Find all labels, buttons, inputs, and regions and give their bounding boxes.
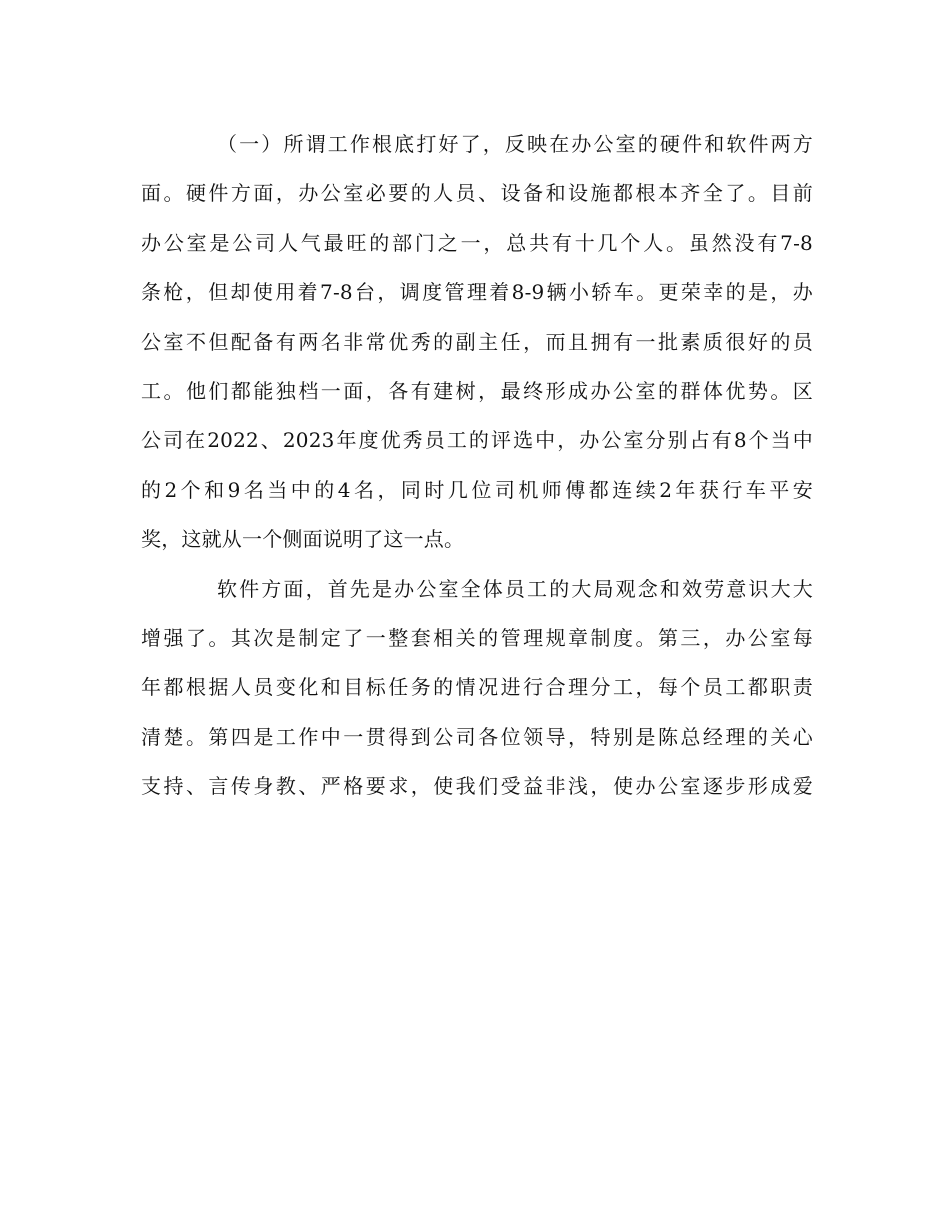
paragraph-1-line-3: 办公室是公司人气最旺的部门之一，总共有十几个人。虽然没有7-8 — [141, 230, 813, 255]
paragraph-1-line-7: 公司在2022、2023年度优秀员工的评选中，办公室分别占有8个当中 — [141, 428, 813, 453]
paragraph-1-line-4: 条枪，但却使用着7-8台，调度管理着8-9辆小轿车。更荣幸的是，办 — [141, 280, 813, 305]
paragraph-2-line-5: 支持、言传身教、严格要求，使我们受益非浅，使办公室逐步形成爱 — [141, 774, 813, 799]
paragraph-1-line-1: （一）所谓工作根底打好了，反映在办公室的硬件和软件两方 — [217, 132, 813, 156]
paragraph-2-line-1: 软件方面，首先是办公室全体员工的大局观念和效劳意识大大 — [217, 576, 813, 601]
paragraph-2-line-3: 年都根据人员变化和目标任务的情况进行合理分工，每个员工都职责 — [141, 675, 813, 700]
paragraph-1-line-2: 面。硬件方面，办公室必要的人员、设备和设施都根本齐全了。目前 — [141, 181, 813, 206]
paragraph-1-line-5: 公室不但配备有两名非常优秀的副主任，而且拥有一批素质很好的员 — [141, 329, 813, 354]
paragraph-2-line-4: 清楚。第四是工作中一贯得到公司各位领导，特别是陈总经理的关心 — [141, 724, 813, 749]
paragraph-2-line-2: 增强了。其次是制定了一整套相关的管理规章制度。第三，办公室每 — [141, 625, 813, 650]
body-text — [141, 120, 813, 811]
paragraph-1-line-9: 奖，这就从一个侧面说明了这一点。 — [141, 527, 465, 552]
paragraph-1-line-8: 的2个和9名当中的4名，同时几位司机师傅都连续2年获行车平安 — [141, 477, 813, 502]
paragraph-1-line-6: 工。他们都能独档一面，各有建树，最终形成办公室的群体优势。区 — [141, 378, 813, 403]
